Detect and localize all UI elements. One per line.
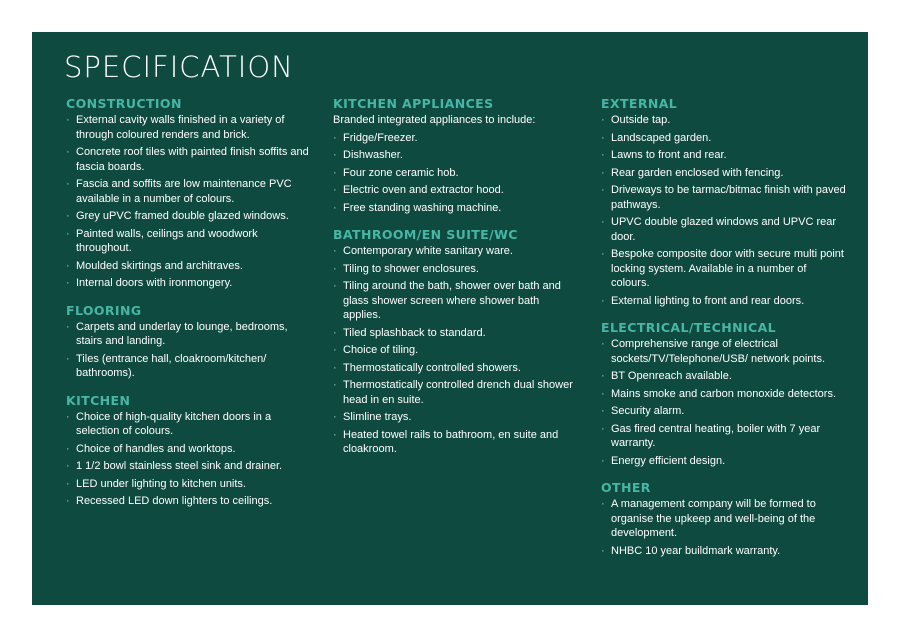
flooring-list bbox=[66, 320, 311, 381]
list-item: · Electric oven and extractor hood. bbox=[333, 183, 578, 198]
list-item: · Contemporary white sanitary ware. bbox=[333, 244, 578, 259]
list-item: · Comprehensive range of electrical sockets/TV/Telephone/USB/ network points. bbox=[601, 337, 846, 366]
list-item: · Landscaped garden. bbox=[601, 131, 846, 146]
list-item: · Free standing washing machine. bbox=[333, 201, 578, 216]
kitchen-list bbox=[66, 410, 311, 509]
list-item: · External cavity walls finished in a variety of through coloured renders and brick. bbox=[66, 113, 311, 142]
column-left bbox=[66, 96, 311, 521]
list-item: · Painted walls, ceilings and woodwork throughout. bbox=[66, 227, 311, 256]
other-list bbox=[601, 497, 846, 558]
column-middle bbox=[333, 96, 578, 469]
list-item: · Gas fired central heating, boiler with 7 year warranty. bbox=[601, 422, 846, 451]
section-heading: KITCHEN bbox=[66, 392, 131, 408]
list-item: · 1 1/2 bowl stainless steel sink and drainer. bbox=[66, 459, 311, 474]
list-item: · Four zone ceramic hob. bbox=[333, 166, 578, 181]
list-item: · Driveways to be tarmac/bitmac finish with paved pathways. bbox=[601, 183, 846, 212]
list-item: · Concrete roof tiles with painted finish soffits and fascia boards. bbox=[66, 145, 311, 174]
list-item: · Lawns to front and rear. bbox=[601, 148, 846, 163]
other-section bbox=[601, 480, 846, 558]
external-list bbox=[601, 113, 846, 308]
section-heading: KITCHEN APPLIANCES bbox=[333, 96, 494, 111]
construction-list bbox=[66, 113, 311, 291]
page-title: SPECIFICATION bbox=[64, 50, 294, 84]
list-item: · BT Openreach available. bbox=[601, 369, 846, 384]
list-item: · Internal doors with ironmongery. bbox=[66, 276, 311, 291]
section-heading: CONSTRUCTION bbox=[66, 96, 182, 111]
list-item: · NHBC 10 year buildmark warranty. bbox=[601, 544, 846, 559]
list-item: · Tiling to shower enclosures. bbox=[333, 262, 578, 277]
kitchen-appliances-section bbox=[333, 96, 578, 215]
list-item: · Thermostatically controlled showers. bbox=[333, 361, 578, 376]
list-item: · UPVC double glazed windows and UPVC rear door. bbox=[601, 215, 846, 244]
list-item: · LED under lighting to kitchen units. bbox=[66, 477, 311, 492]
list-item: · Moulded skirtings and architraves. bbox=[66, 259, 311, 274]
list-item: · External lighting to front and rear doors. bbox=[601, 294, 846, 309]
list-item: · Carpets and underlay to lounge, bedrooms, stairs and landing. bbox=[66, 320, 311, 349]
list-item: · Thermostatically controlled drench dual shower head in en suite. bbox=[333, 378, 578, 407]
construction-section bbox=[66, 96, 311, 291]
list-item: · Tiles (entrance hall, cloakroom/kitchen/ bathrooms). bbox=[66, 352, 311, 381]
section-heading: BATHROOM/EN SUITE/WC bbox=[333, 227, 518, 242]
flooring-section bbox=[66, 303, 311, 381]
list-item: · Fascia and soffits are low maintenance PVC available in a number of colours. bbox=[66, 177, 311, 206]
column-right bbox=[601, 96, 846, 570]
list-item: · Fridge/Freezer. bbox=[333, 131, 578, 146]
section-heading: OTHER bbox=[601, 480, 651, 495]
electrical-list bbox=[601, 337, 846, 468]
list-item: · Slimline trays. bbox=[333, 410, 578, 425]
list-item: · Mains smoke and carbon monoxide detectors. bbox=[601, 387, 846, 402]
list-item: · Tiling around the bath, shower over bath and glass shower screen where shower bath applies. bbox=[333, 279, 578, 323]
specification-panel bbox=[32, 32, 868, 605]
section-heading: ELECTRICAL/TECHNICAL bbox=[601, 320, 777, 335]
section-heading: EXTERNAL bbox=[601, 96, 678, 111]
list-item: · Choice of tiling. bbox=[333, 343, 578, 358]
list-item: · Bespoke composite door with secure multi point locking system. Available in a number of colours. bbox=[601, 247, 846, 291]
kitchen-appliances-list bbox=[333, 131, 578, 216]
kitchen-section bbox=[66, 393, 311, 509]
external-section bbox=[601, 96, 846, 308]
list-item: · A management company will be formed to organise the upkeep and well-being of the development. bbox=[601, 497, 846, 541]
list-item: · Choice of handles and worktops. bbox=[66, 442, 311, 457]
electrical-section bbox=[601, 320, 846, 468]
section-heading: FLOORING bbox=[66, 302, 142, 318]
list-item: · Outside tap. bbox=[601, 113, 846, 128]
list-item: · Choice of high-quality kitchen doors in a selection of colours. bbox=[66, 410, 311, 439]
list-item: · Grey uPVC framed double glazed windows. bbox=[66, 209, 311, 224]
bathroom-list bbox=[333, 244, 578, 457]
section-intro: Branded integrated appliances to include: bbox=[333, 114, 536, 126]
list-item: · Rear garden enclosed with fencing. bbox=[601, 166, 846, 181]
list-item: · Energy efficient design. bbox=[601, 454, 846, 469]
bathroom-section bbox=[333, 227, 578, 457]
list-item: · Security alarm. bbox=[601, 404, 846, 419]
list-item: · Heated towel rails to bathroom, en suite and cloakroom. bbox=[333, 428, 578, 457]
list-item: · Recessed LED down lighters to ceilings. bbox=[66, 494, 311, 509]
list-item: · Dishwasher. bbox=[333, 148, 578, 163]
list-item: · Tiled splashback to standard. bbox=[333, 326, 578, 341]
